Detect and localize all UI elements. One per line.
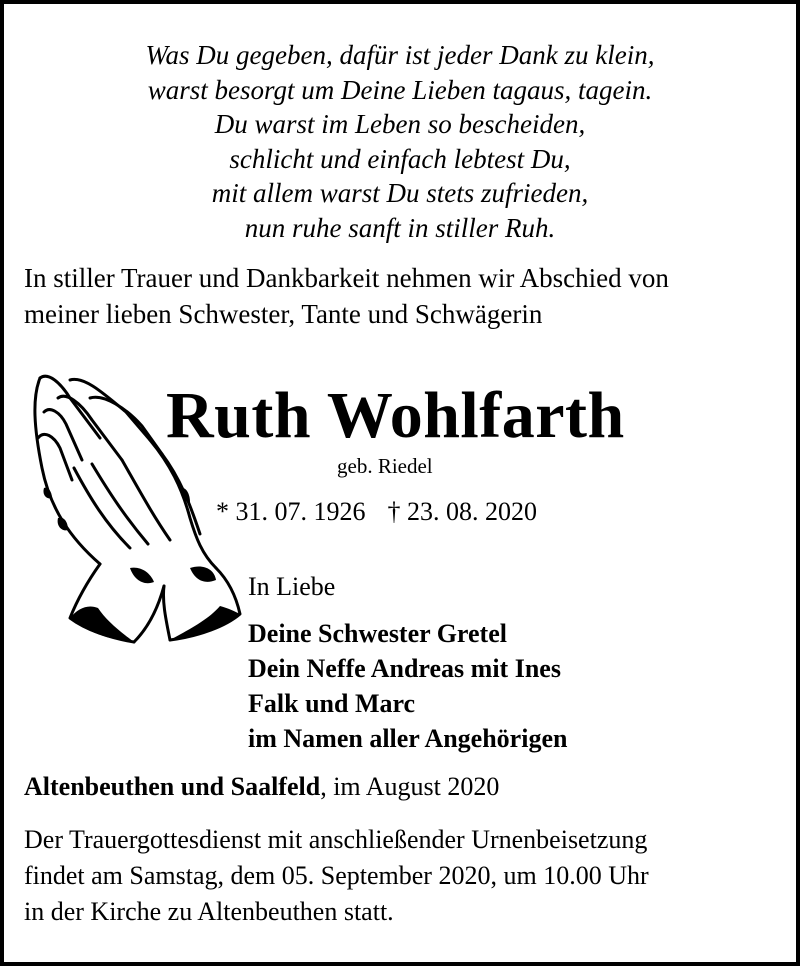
- mourner-line: Deine Schwester Gretel: [248, 619, 507, 648]
- funeral-service-info: [24, 822, 794, 930]
- death-date: † 23. 08. 2020: [387, 497, 537, 526]
- memorial-poem: [8, 38, 792, 245]
- date: , im August 2020: [320, 772, 500, 801]
- deceased-name: Ruth Wohlfarth: [166, 379, 625, 452]
- intro-line: meiner lieben Schwester, Tante und Schwägerin: [24, 299, 543, 329]
- farewell-greeting: In Liebe: [248, 572, 336, 601]
- birth-date: * 31. 07. 1926: [216, 497, 366, 526]
- service-line: in der Kirche zu Altenbeuthen statt.: [24, 897, 394, 926]
- poem-line: mit allem warst Du stets zufrieden,: [211, 178, 589, 208]
- intro-line: In stiller Trauer und Dankbarkeit nehmen wir Abschied von: [24, 263, 669, 293]
- poem-line: warst besorgt um Deine Lieben tagaus, tagein.: [147, 74, 653, 105]
- poem-line: schlicht und einfach lebtest Du,: [229, 143, 571, 174]
- mourner-line: Dein Neffe Andreas mit Ines: [248, 654, 561, 683]
- service-line: Der Trauergottesdienst mit anschließender Urnenbeisetzung: [24, 825, 648, 854]
- mourners-list: [248, 616, 567, 756]
- mourner-line: Falk und Marc: [248, 689, 416, 718]
- place: Altenbeuthen und Saalfeld: [24, 772, 321, 801]
- life-dates: [216, 495, 537, 529]
- place-and-date: [24, 770, 499, 804]
- service-line: findet am Samstag, dem 05. September 2020, um 10.00 Uhr: [24, 861, 649, 890]
- poem-line: Du warst im Leben so bescheiden,: [214, 109, 586, 139]
- poem-line: nun ruhe sanft in stiller Ruh.: [244, 212, 556, 243]
- intro-text: [24, 260, 794, 332]
- birth-name: geb. Riedel: [337, 454, 433, 478]
- mourner-line: im Namen aller Angehörigen: [248, 724, 568, 753]
- poem-line: Was Du gegeben, dafür ist jeder Dank zu klein,: [145, 40, 655, 70]
